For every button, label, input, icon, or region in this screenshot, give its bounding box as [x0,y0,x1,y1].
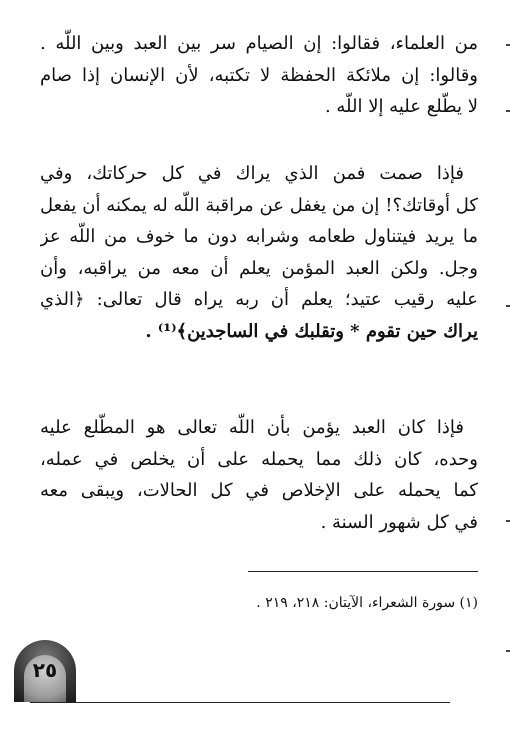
text-line: ما يريد فيتناول طعامه وشرابه دون ما خوف من اللّه عز [40,226,478,247]
text-line: فإذا صمت فمن الذي يراك في كل حركاتك، وفي [40,163,464,184]
text-line: لا يطّلع عليه إلا اللّه . [324,96,478,117]
edge-mark [506,44,510,46]
edge-mark [506,650,510,652]
text-line: فإذا كان العبد يؤمن بأن اللّه تعالى هو المطّلع عليه [40,417,464,438]
text-line: وجل. ولكن العبد المؤمن يعلم أن معه من يراقبه، وأن [40,257,478,279]
text-line: وقالوا: إن ملائكة الحفظة لا تكتبه، لأن الإنسان إذا صام [40,64,478,86]
text-line: في كل شهور السنة . [320,511,478,533]
page-number: ٢٥ [32,658,58,682]
text-line: كما يحمله على الإخلاص في كل الحالات، ويبقى معه [40,480,478,501]
edge-mark [506,305,510,307]
text-line: من العلماء، فقالوا: إن الصيام سر بين العبد وبين اللّه . [40,33,478,54]
footnote: (١) سورة الشعراء، الآيتان: ٢١٨، ٢١٩ . [256,595,478,611]
paragraph-3 [40,412,478,538]
quran-verse-line: يراك حين تقوم * وتقلبك في الساجدين﴾⁽¹⁾ . [145,320,478,342]
text-line: عليه رقيب عتيد؛ يعلم أن ربه يراه قال تعالى: ﴿الذي [40,289,478,310]
text-line: وحده، كان ذلك مما يحمله على أن يخلص في عمله، [40,448,478,470]
footnote-separator [248,571,478,572]
bottom-rule [30,702,450,703]
paragraph-2 [40,158,478,347]
paragraph-1 [40,28,478,123]
edge-mark [506,520,510,522]
text-line: كل أوقاتك؟! إن من يغفل عن مراقبة اللّه له يمكنه أن يفعل [40,194,478,216]
edge-mark [506,110,510,112]
